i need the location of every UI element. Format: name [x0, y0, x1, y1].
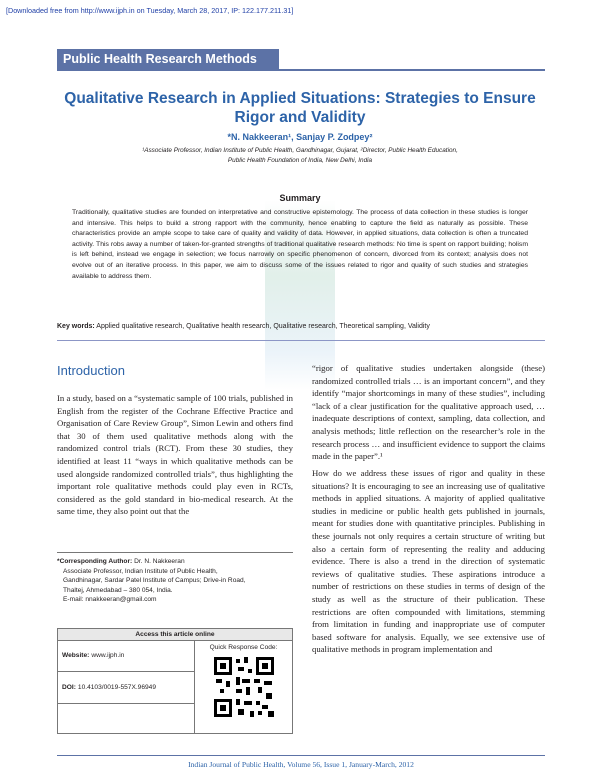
intro-heading: Introduction [57, 363, 125, 378]
corr-email[interactable]: E-mail: nnakkeeran@gmail.com [63, 596, 157, 604]
keywords-label: Key words: [57, 323, 95, 330]
doi-value[interactable]: 10.4103/0019-557X.96949 [77, 684, 157, 691]
access-box [57, 628, 293, 734]
doi-label: DOI: [62, 684, 76, 691]
download-notice: [Downloaded free from http://www.ijph.in on Tuesday, March 28, 2017, IP: 122.177.211.31] [6, 6, 294, 15]
journal-footer: Indian Journal of Public Health, Volume 56, Issue 1, January-March, 2012 [188, 760, 414, 769]
summary-text: Traditionally, qualitative studies are founded on interpretative and constructive epistemology. The process of data collection in these studies is longer and intensive. This helps to build a strong rapport with the community, hence enabling to capture the field as naturally as possible. These characteristics provide an ample scope to take care of quality and validity of data. However, in applied situations, data collection is often a truncated activity. This robs away a number of taken-for-granted strengths of traditional qualitative research methods: No time is spent on rapport building; holism is left behind, instead we engage in selection; we focus narrowly on specific phenomenon of concern, divorced from its context; analysis does not evolve out of an iterative process. In this paper, we aim to discuss some of the issues related to rigor and quality of such studies and strategies available to address them. [72, 209, 528, 280]
keywords-text: Applied qualitative research, Qualitative health research, Qualitative research, Theoretical sampling, Validity [96, 323, 430, 330]
affiliation-line-2: Public Health Foundation of India, New Delhi, India [227, 157, 373, 164]
corr-line-3: Thaltej, Ahmedabad – 380 054, India. [63, 586, 173, 594]
footer-rule [57, 755, 545, 756]
corr-line-2: Gandhinagar, Sardar Patel Institute of Campus; Drive-in Road, [63, 577, 246, 585]
website-link[interactable]: www.ijph.in [91, 652, 125, 659]
qr-code-icon[interactable] [212, 655, 276, 719]
authors: *N. Nakkeeran¹, Sanjay P. Zodpey² [227, 132, 373, 142]
qr-panel [195, 640, 292, 733]
access-heading: Access this article online [58, 629, 292, 641]
summary-heading: Summary [279, 193, 321, 203]
website-row [58, 640, 194, 672]
section-divider [57, 340, 545, 341]
access-info [58, 640, 195, 733]
affiliations [140, 146, 460, 166]
section-banner: Public Health Research Methods [57, 49, 279, 69]
affiliation-line-1: ¹Associate Professor, Indian Institute of Public Health, Gandhinagar, Gujarat, ²Director, Public Health Education, [142, 147, 458, 154]
banner-rule [57, 69, 545, 71]
intro-left-column: In a study, based on a “systematic sample of 100 trials, published in English from the register of the Cochrane Effective Practice and Organisation of Care Review Group”, Simon Lewin and others find that 30 of them used qualitative methods along with the randomized control trials (RCT). From these 30 studies, they identified at least 11 “ways in which qualitative methods can be used alongside randomized controlled trials”, thus highlighting the important role qualitative methods could play even in RCTs, considered as the gold standard in bio-medical research. At the same time, they also point out that the [57, 393, 293, 517]
website-label: Website: [62, 652, 90, 659]
corr-label: *Corresponding Author: [57, 558, 133, 565]
keywords [57, 323, 545, 330]
corr-line-1: Associate Professor, Indian Institute of Public Health, [63, 567, 218, 575]
qr-label: Quick Response Code: [209, 644, 278, 651]
article-title: Qualitative Research in Applied Situations: Strategies to Ensure Rigor and Validity [64, 90, 536, 126]
corr-name: Dr. N. Nakkeeran [134, 558, 185, 565]
intro-right-paragraph-2: How do we address these issues of rigor and quality in these situations? It is encouraging to see an increasing use of qualitative methods in applied situations. A majority of applied qualitative studies in medicine or public health gets published in journals, meant for studies done with quantitative principles. Publishing in these journals not only requires a certain structure of writing but also a certain form of representing the reality and adducing evidence. There is also a trend in the direction of systematic reviews of qualitative studies. These aspirations introduce a number of restrictions on these studies in terms of design of the study as well as the structure of their publication. These restrictions are often compounded with limitations, stemming from limitation in funding and inappropriate use of computer based software for analysis. Equally, we see extensive use of qualitative methods in program implementation and [312, 468, 545, 655]
blank-row [58, 704, 194, 735]
corresponding-author [57, 552, 293, 605]
intro-right-paragraph-1: “rigor of qualitative studies undertaken alongside (these) randomized controlled trials … is an important concern”, and they identify “major shortcomings in many of these studies”, including “lack of a clear justification for the qualitative approach used, … inadequate descriptions of context, sampling, data collection, and analysis methods; little reflection on the researcher’s role in the research process … and insufficient evidence to support the claims made in the paper”.¹ [312, 363, 545, 462]
doi-row [58, 672, 194, 704]
